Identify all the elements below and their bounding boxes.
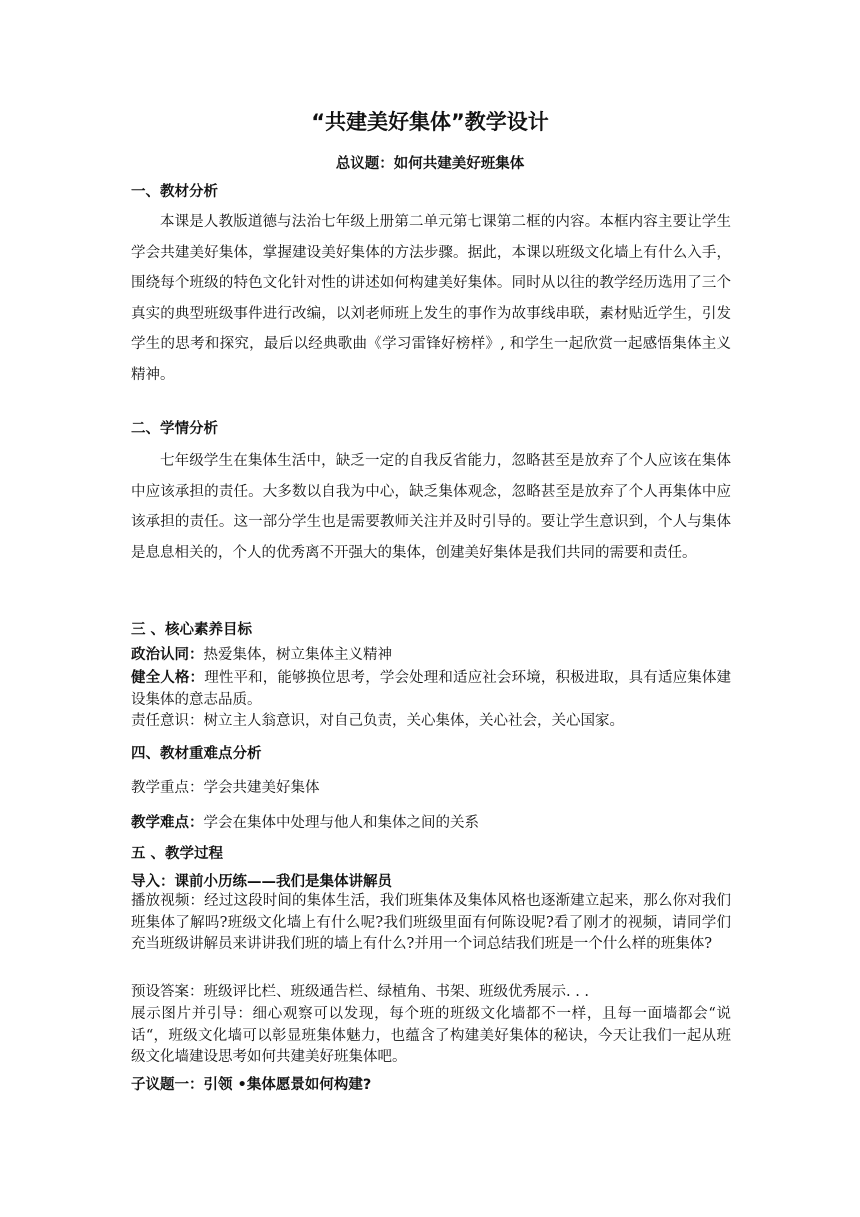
- section-text-textbook-analysis: 本课是人教版道德与法治七年级上册第二单元第七课第二框的内容。本框内容主要让学生学会共建美好集体，掌握建设美好集体的方法步骤。据此，本课以班级文化墙上有什么入手，围绕每个班级的特色文化针对性的讲述如何构建美好集体。同时从以往的教学经历选用了三个真实的典型班级事件进行改编，以刘老师班上发生的事作为故事线串联，素材贴近学生，引发学生的思考和探究，最后以经典歌曲《学习雷锋好榜样》, 和学生一起欣赏一起感悟集体主义精神。: [131, 214, 731, 383]
- section-heading-core-goals: 三 、核心素养目标: [131, 622, 253, 638]
- goal-text: 理性平和，能够换位思考，学会处理和适应社会环境，积极进取，具有适应集体建设集体的意志品质。: [131, 670, 731, 708]
- section-heading-textbook-analysis: 一、教材分析: [131, 184, 218, 200]
- preset-answer-text: 预设答案：班级评比栏、班级通告栏、绿植角、书架、班级优秀展示. . .: [131, 984, 590, 1000]
- goal-label: 政治认同：: [131, 647, 204, 663]
- intro-heading: 导入：课前小历练——我们是集体讲解员: [131, 874, 392, 890]
- difficulty-label: 教学难点：: [131, 815, 204, 831]
- goal-healthy-personality: [131, 668, 731, 711]
- document-subtitle: 总议题：如何共建美好班集体: [335, 156, 525, 172]
- document-title: “共建美好集体”教学设计: [311, 110, 549, 134]
- key-label: 教学重点：: [131, 780, 204, 796]
- teaching-key-point: [131, 776, 320, 797]
- guide-text: 展示图片并引导：细心观察可以发现，每个班的班级文化墙都不一样，且每一面墙都会“说话“，班级文化墙可以彰显班集体魅力，也蕴含了构建美好集体的秘诀，今天让我们一起从班级文化墙建设思考如何共建美好班集体吧。: [131, 1006, 731, 1066]
- section-text-student-analysis: 七年级学生在集体生活中，缺乏一定的自我反省能力，忽略甚至是放弃了个人应该在集体中应该承担的责任。大多数以自我为中心，缺乏集体观念，忽略甚至是放弃了个人再集体中应该承担的责任。这一部分学生也是需要教师关注并及时引导的。要让学生意识到，个人与集体是息息相关的，个人的优秀离不开强大的集体，创建美好集体是我们共同的需要和责任。: [131, 453, 731, 561]
- goal-political-identity: [131, 645, 731, 667]
- section-heading-teaching-process: 五 、教学过程: [131, 846, 224, 862]
- section-heading-student-analysis: 二、学情分析: [131, 421, 218, 437]
- section-heading-key-points: 四、教材重难点分析: [131, 746, 262, 762]
- sub-topic-one-heading: 子议题一：引领 •集体愿景如何构建?: [131, 1077, 372, 1093]
- key-text: 学会共建美好集体: [203, 780, 320, 796]
- goal-responsibility: 责任意识：树立主人翁意识，对自己负责，关心集体，关心社会，关心国家。: [131, 713, 624, 729]
- intro-video-text: 播放视频：经过这段时间的集体生活，我们班集体及集体风格也逐渐建立起来，那么你对我们班集体了解吗?班级文化墙上有什么呢?我们班级里面有何陈设呢?看了刚才的视频，请同学们充当班级讲解员来讲讲我们班的墙上有什么?并用一个词总结我们班是一个什么样的班集体?: [131, 893, 731, 953]
- goal-text: 热爱集体，树立集体主义精神: [203, 647, 392, 663]
- difficulty-text: 学会在集体中处理与他人和集体之间的关系: [203, 815, 479, 831]
- goal-label: 健全人格：: [131, 670, 205, 686]
- teaching-difficulty: [131, 811, 479, 832]
